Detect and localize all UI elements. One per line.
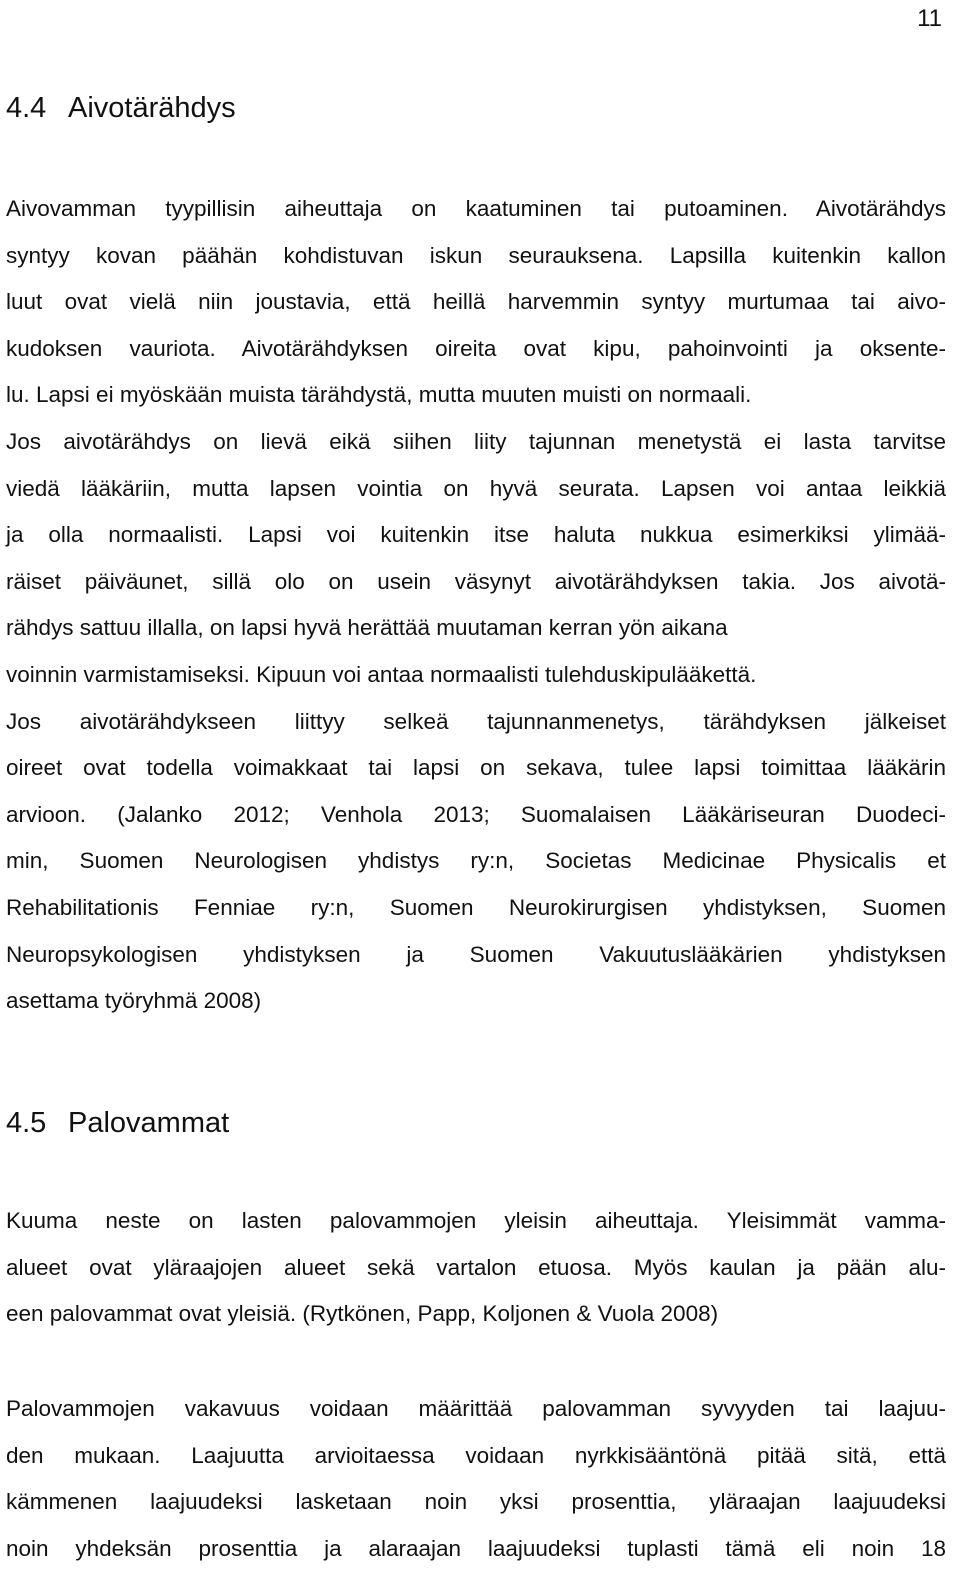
text-line: viedä lääkäriin, mutta lapsen vointia on hyvä seurata. Lapsen voi antaa leikkiä xyxy=(6,475,946,501)
text-line: alueet ovat yläraajojen alueet sekä vartalon etuosa. Myös kaulan ja pään alu- xyxy=(6,1254,946,1280)
paragraph-palovammat-2 xyxy=(6,1386,946,1572)
text-line: voinnin varmistamiseksi. Kipuun voi antaa normaalisti tulehduskipulääkettä. xyxy=(6,661,757,687)
body-paragraph xyxy=(6,1386,946,1572)
text-line: Palovammojen vakavuus voidaan määrittää palovamman syvyyden tai laajuu- xyxy=(6,1396,946,1421)
text-line: kämmenen laajuudeksi lasketaan noin yksi prosenttia, yläraajan laajuudeksi xyxy=(6,1489,946,1515)
section-aivotarahdys xyxy=(6,88,946,128)
text-line: luut ovat vielä niin joustavia, että heillä harvemmin syntyy murtumaa tai aivo- xyxy=(6,289,946,315)
paragraph-aivotarahdys xyxy=(6,186,946,1025)
text-line: lu. Lapsi ei myöskään muista tärähdystä, mutta muuten muisti on normaali. xyxy=(6,382,752,408)
text-line: räiset päiväunet, sillä olo on usein väsynyt aivotärähdyksen takia. Jos aivotä- xyxy=(6,568,946,594)
section-title: Aivotärähdys xyxy=(68,92,236,124)
text-line: kudoksen vauriota. Aivotärähdyksen oireita ovat kipu, pahoinvointi ja oksente- xyxy=(6,335,946,361)
text-line: een palovammat ovat yleisiä. (Rytkönen, Papp, Koljonen & Vuola 2008) xyxy=(6,1301,719,1327)
page-number: 11 xyxy=(917,5,942,32)
paragraph-palovammat-1 xyxy=(6,1198,946,1338)
text-line: Jos aivotärähdykseen liittyy selkeä tajunnanmenetys, tärähdyksen jälkeiset xyxy=(6,708,946,734)
text-line: syntyy kovan päähän kohdistuvan iskun seurauksena. Lapsilla kuitenkin kallon xyxy=(6,242,946,268)
section-palovammat xyxy=(6,1103,946,1143)
section-number: 4.5 xyxy=(6,1107,47,1139)
text-line: rähdys sattuu illalla, on lapsi hyvä herättää muutaman kerran yön aikana xyxy=(6,615,728,641)
text-line: arvioon. (Jalanko 2012; Venhola 2013; Suomalaisen Lääkäriseuran Duodeci- xyxy=(6,801,946,827)
text-line: Kuuma neste on lasten palovammojen yleisin aiheuttaja. Yleisimmät vamma- xyxy=(6,1208,946,1233)
text-line: oireet ovat todella voimakkaat tai lapsi on sekava, tulee lapsi toimittaa lääkärin xyxy=(6,755,946,781)
text-line: noin yhdeksän prosenttia ja alaraajan laajuudeksi tuplasti tämä eli noin 18 xyxy=(6,1535,946,1561)
text-line: Aivovamman tyypillisin aiheuttaja on kaatuminen tai putoaminen. Aivotärähdys xyxy=(6,196,946,221)
text-line: ja olla normaalisti. Lapsi voi kuitenkin itse haluta nukkua esimerkiksi ylimää- xyxy=(6,522,946,548)
section-heading xyxy=(6,88,946,128)
section-title: Palovammat xyxy=(68,1107,230,1139)
text-line: den mukaan. Laajuutta arvioitaessa voidaan nyrkkisääntönä pitää sitä, että xyxy=(6,1442,946,1468)
text-line: asettama työryhmä 2008) xyxy=(6,988,262,1014)
text-line: min, Suomen Neurologisen yhdistys ry:n, Societas Medicinae Physicalis et xyxy=(6,848,946,874)
section-heading xyxy=(6,1103,946,1143)
body-paragraph xyxy=(6,1198,946,1338)
text-line: Neuropsykologisen yhdistyksen ja Suomen Vakuutuslääkärien yhdistyksen xyxy=(6,941,946,967)
section-number: 4.4 xyxy=(6,92,47,124)
text-line: Rehabilitationis Fenniae ry:n, Suomen Neurokirurgisen yhdistyksen, Suomen xyxy=(6,894,946,920)
body-paragraph xyxy=(6,186,946,1025)
text-line: Jos aivotärähdys on lievä eikä siihen liity tajunnan menetystä ei lasta tarvitse xyxy=(6,428,946,454)
